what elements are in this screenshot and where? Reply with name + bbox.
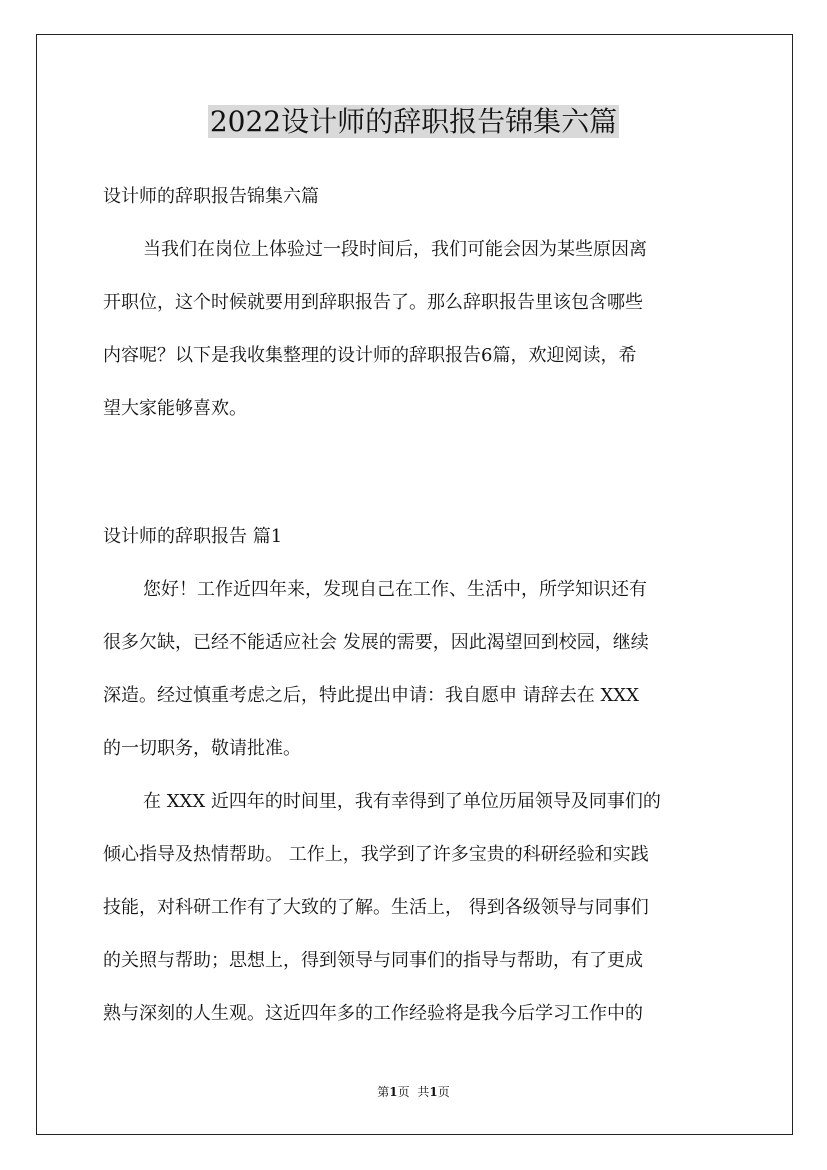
footer-total-suffix: 页: [437, 1085, 450, 1099]
body-paragraph-line: 在 XXX 近四年的时间里，我有幸得到了单位历届领导及同事们的: [143, 791, 661, 812]
footer-total-number: 1: [429, 1085, 438, 1099]
intro-paragraph-line: 望大家能够喜欢。: [103, 398, 247, 419]
body-paragraph-line: 的一切职务，敬请批准。: [103, 738, 301, 759]
footer-page-suffix: 页: [397, 1085, 410, 1099]
footer-total-prefix: 共: [417, 1085, 430, 1099]
body-paragraph-line: 深造。经过慎重考虑之后，特此提出申请：我自愿申 请辞去在 XXX: [103, 685, 639, 706]
footer-page-number: 1: [389, 1085, 398, 1099]
blank-line: [103, 435, 726, 488]
body-paragraph-line: 您好！工作近四年来，发现自己在工作、生活中，所学知识还有: [143, 579, 647, 600]
document-title: [0, 100, 827, 144]
body-paragraph-line: 的关照与帮助；思想上，得到领导与同事们的指导与帮助，有了更成: [103, 950, 643, 971]
footer-page-prefix: 第: [377, 1085, 390, 1099]
intro-paragraph-line: 内容呢？以下是我收集整理的设计师的辞职报告6篇，欢迎阅读，希: [103, 345, 637, 366]
body-paragraph-line: 熟与深刻的人生观。这近四年多的工作经验将是我今后学习工作中的: [103, 1003, 643, 1024]
intro-paragraph-line: 当我们在岗位上体验过一段时间后，我们可能会因为某些原因离: [143, 239, 647, 260]
body-paragraph-line: 技能，对科研工作有了大致的了解。生活上， 得到各级领导与同事们: [103, 897, 649, 918]
blank-gap: [103, 488, 726, 510]
section-heading: 设计师的辞职报告 篇1: [103, 526, 283, 547]
intro-heading: 设计师的辞职报告锦集六篇: [103, 186, 319, 207]
document-body: [103, 170, 726, 1040]
body-paragraph-line: 很多欠缺，已经不能适应社会 发展的需要，因此渴望回到校园，继续: [103, 632, 649, 653]
intro-paragraph-line: 开职位，这个时候就要用到辞职报告了。那么辞职报告里该包含哪些: [103, 292, 643, 313]
document-title-text: 2022设计师的辞职报告锦集六篇: [209, 105, 618, 138]
page-footer: [0, 1082, 827, 1102]
body-paragraph-line: 倾心指导及热情帮助。 工作上，我学到了许多宝贵的科研经验和实践: [103, 844, 649, 865]
